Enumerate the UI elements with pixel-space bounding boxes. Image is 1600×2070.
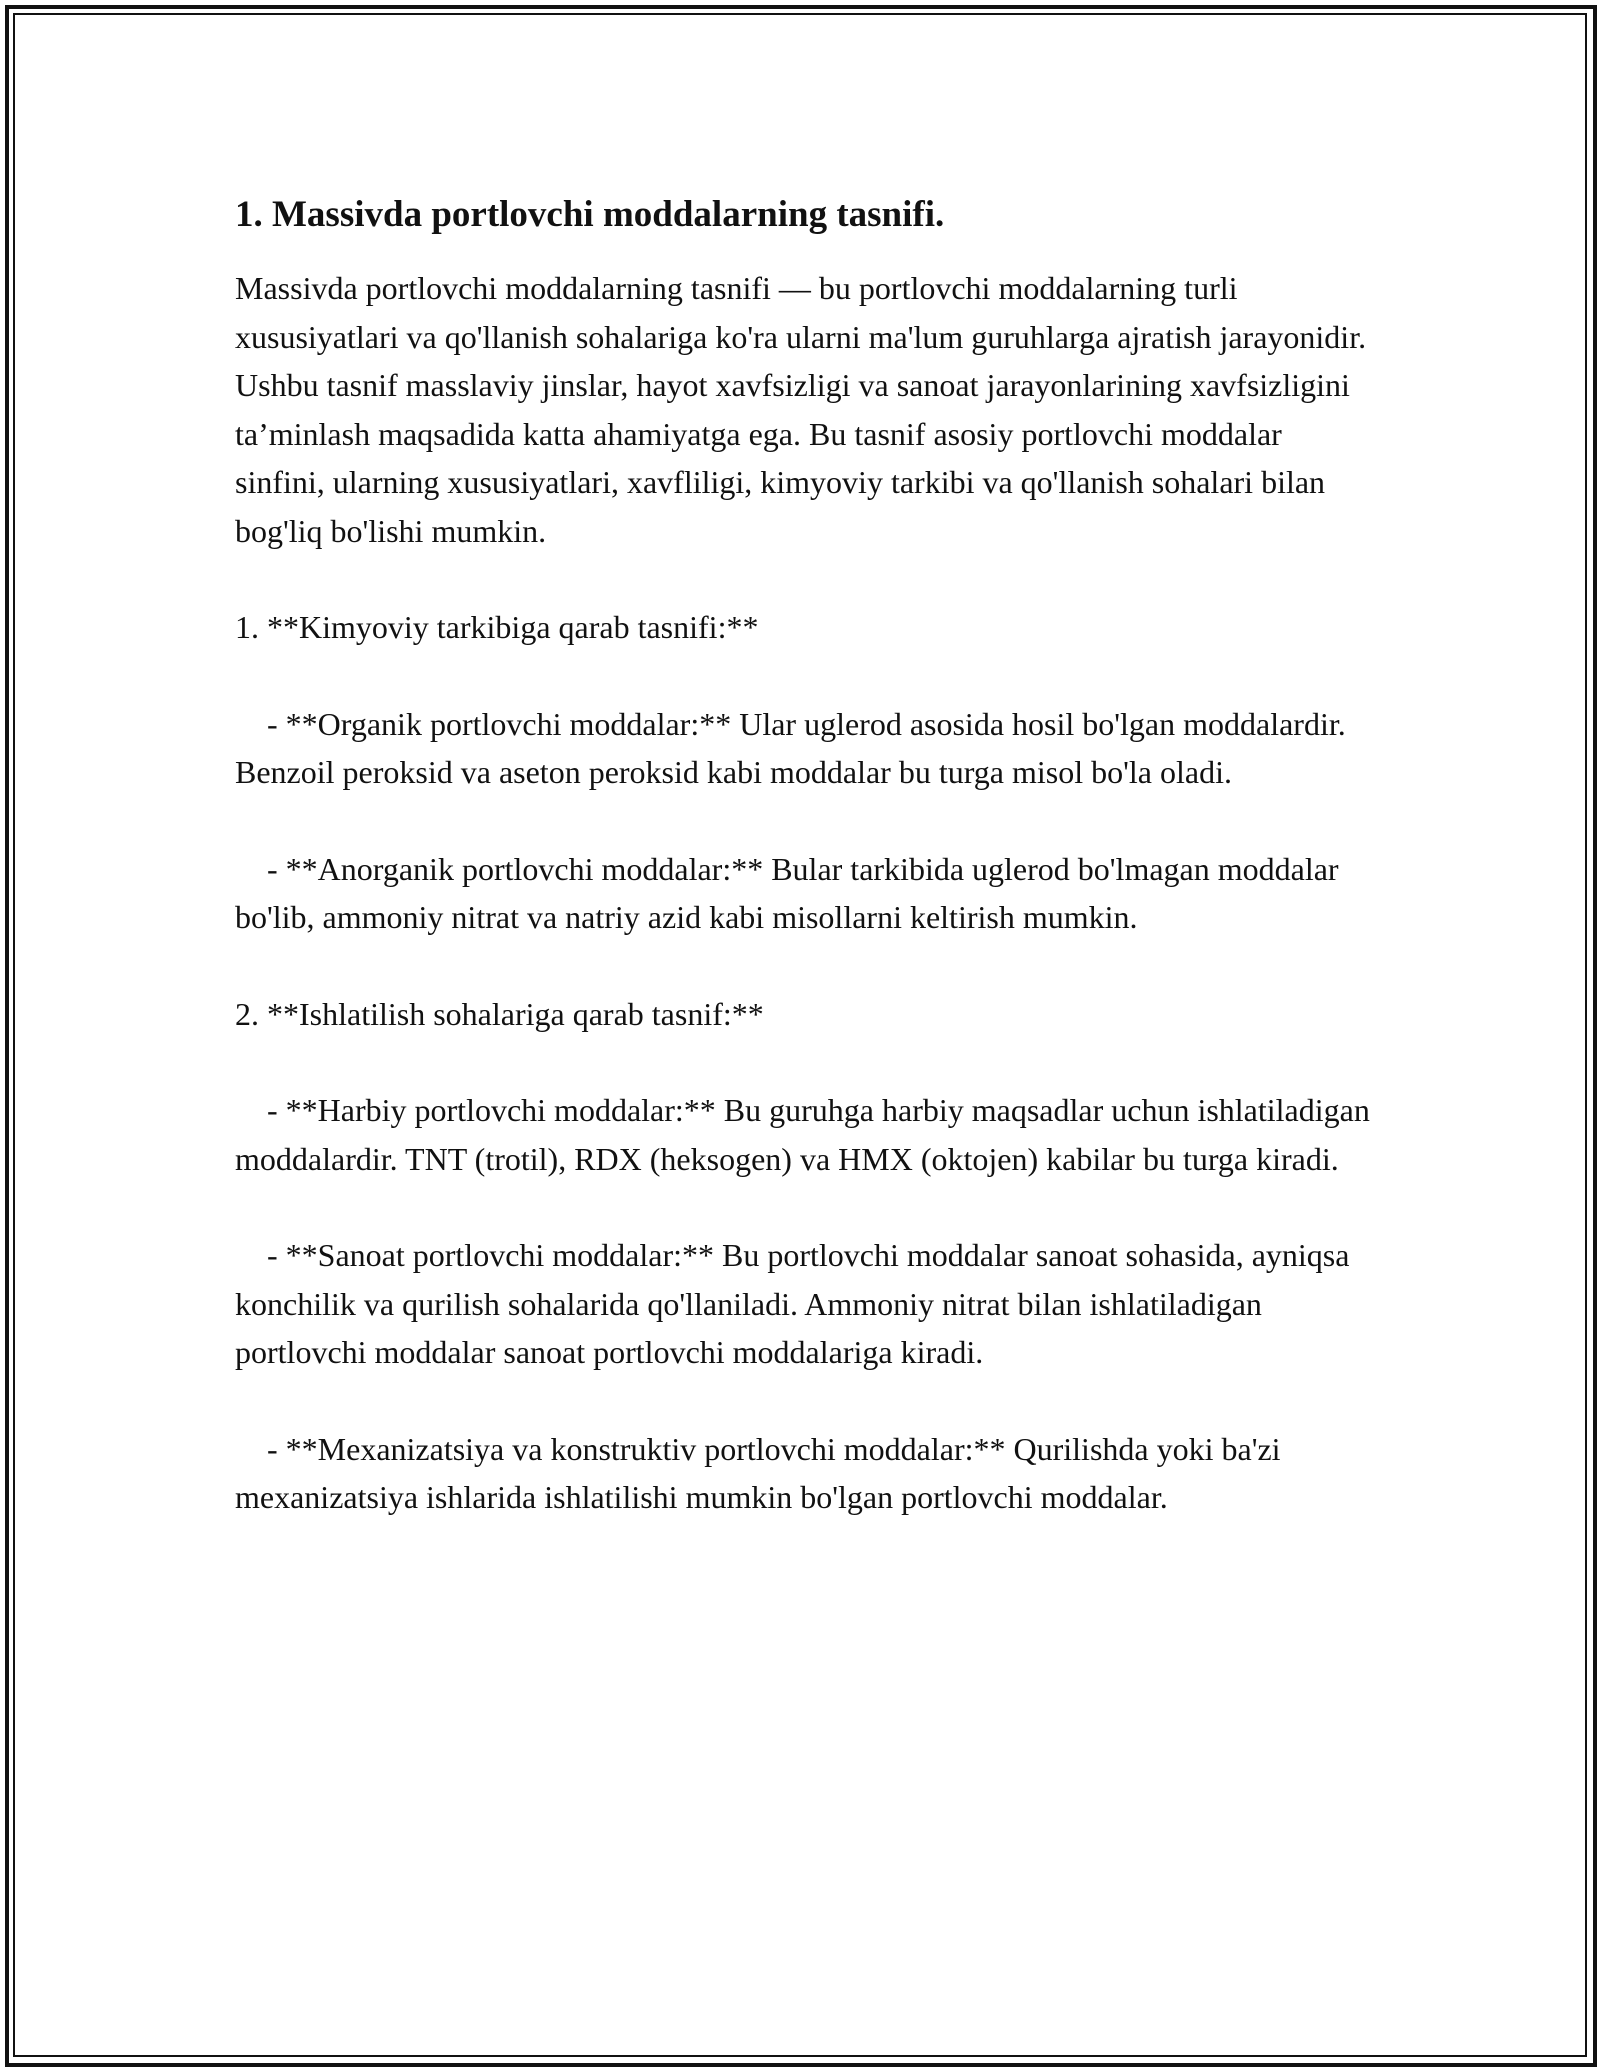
section-heading: 1. Massivda portlovchi moddalarning tasnifi. <box>235 194 945 235</box>
sub-item-inorganic: - **Anorganik portlovchi moddalar:** Bular tarkibida uglerod bo'lmagan moddalar bo'lib, ammoniy nitrat va natriy azid kabi misollarni keltirish mumkin. <box>235 850 1339 935</box>
list-item-usage-classification: 2. **Ishlatilish sohalariga qarab tasnif:** <box>235 995 764 1032</box>
intro-paragraph: Massivda portlovchi moddalarning tasnifi — bu portlovchi moddalarning turli xususiyatlari va qo'llanish sohalariga ko'ra ularni ma'lum guruhlarga ajratish jarayonidir. Ushbu tasnif masslaviy jinslar, hayot xavfsizligi va sanoat jarayonlarining xavfsizligini ta’minlash maqsadida katta ahamiyatga ega. Bu tasnif asosiy portlovchi moddalar sinfini, ularning xususiyatlari, xavfliligi, kimyoviy tarkibi va qo'llanish sohalari bilan bog'liq bo'lishi mumkin. <box>235 270 1367 549</box>
sub-item-mechanization: - **Mexanizatsiya va konstruktiv portlovchi moddalar:** Qurilishda yoki ba'zi mexanizatsiya ishlarida ishlatilishi mumkin bo'lgan portlovchi moddalar. <box>235 1430 1281 1515</box>
sub-item-organic: - **Organik portlovchi moddalar:** Ular uglerod asosida hosil bo'lgan moddalardir. Benzoil peroksid va aseton peroksid kabi moddalar bu turga misol bo'la oladi. <box>235 705 1346 790</box>
document-body <box>235 190 1370 1570</box>
sub-item-military: - **Harbiy portlovchi moddalar:** Bu guruhga harbiy maqsadlar uchun ishlatiladigan moddalardir. TNT (trotil), RDX (heksogen) va HMX (oktojen) kabilar bu turga kiradi. <box>235 1092 1370 1177</box>
list-item-chemical-classification: 1. **Kimyoviy tarkibiga qarab tasnifi:** <box>235 609 759 645</box>
sub-item-industrial: - **Sanoat portlovchi moddalar:** Bu portlovchi moddalar sanoat sohasida, ayniqsa konchilik va qurilish sohalarida qo'llaniladi. Ammoniy nitrat bilan ishlatiladigan portlovchi moddalar sanoat portlovchi moddalariga kiradi. <box>235 1237 1350 1370</box>
